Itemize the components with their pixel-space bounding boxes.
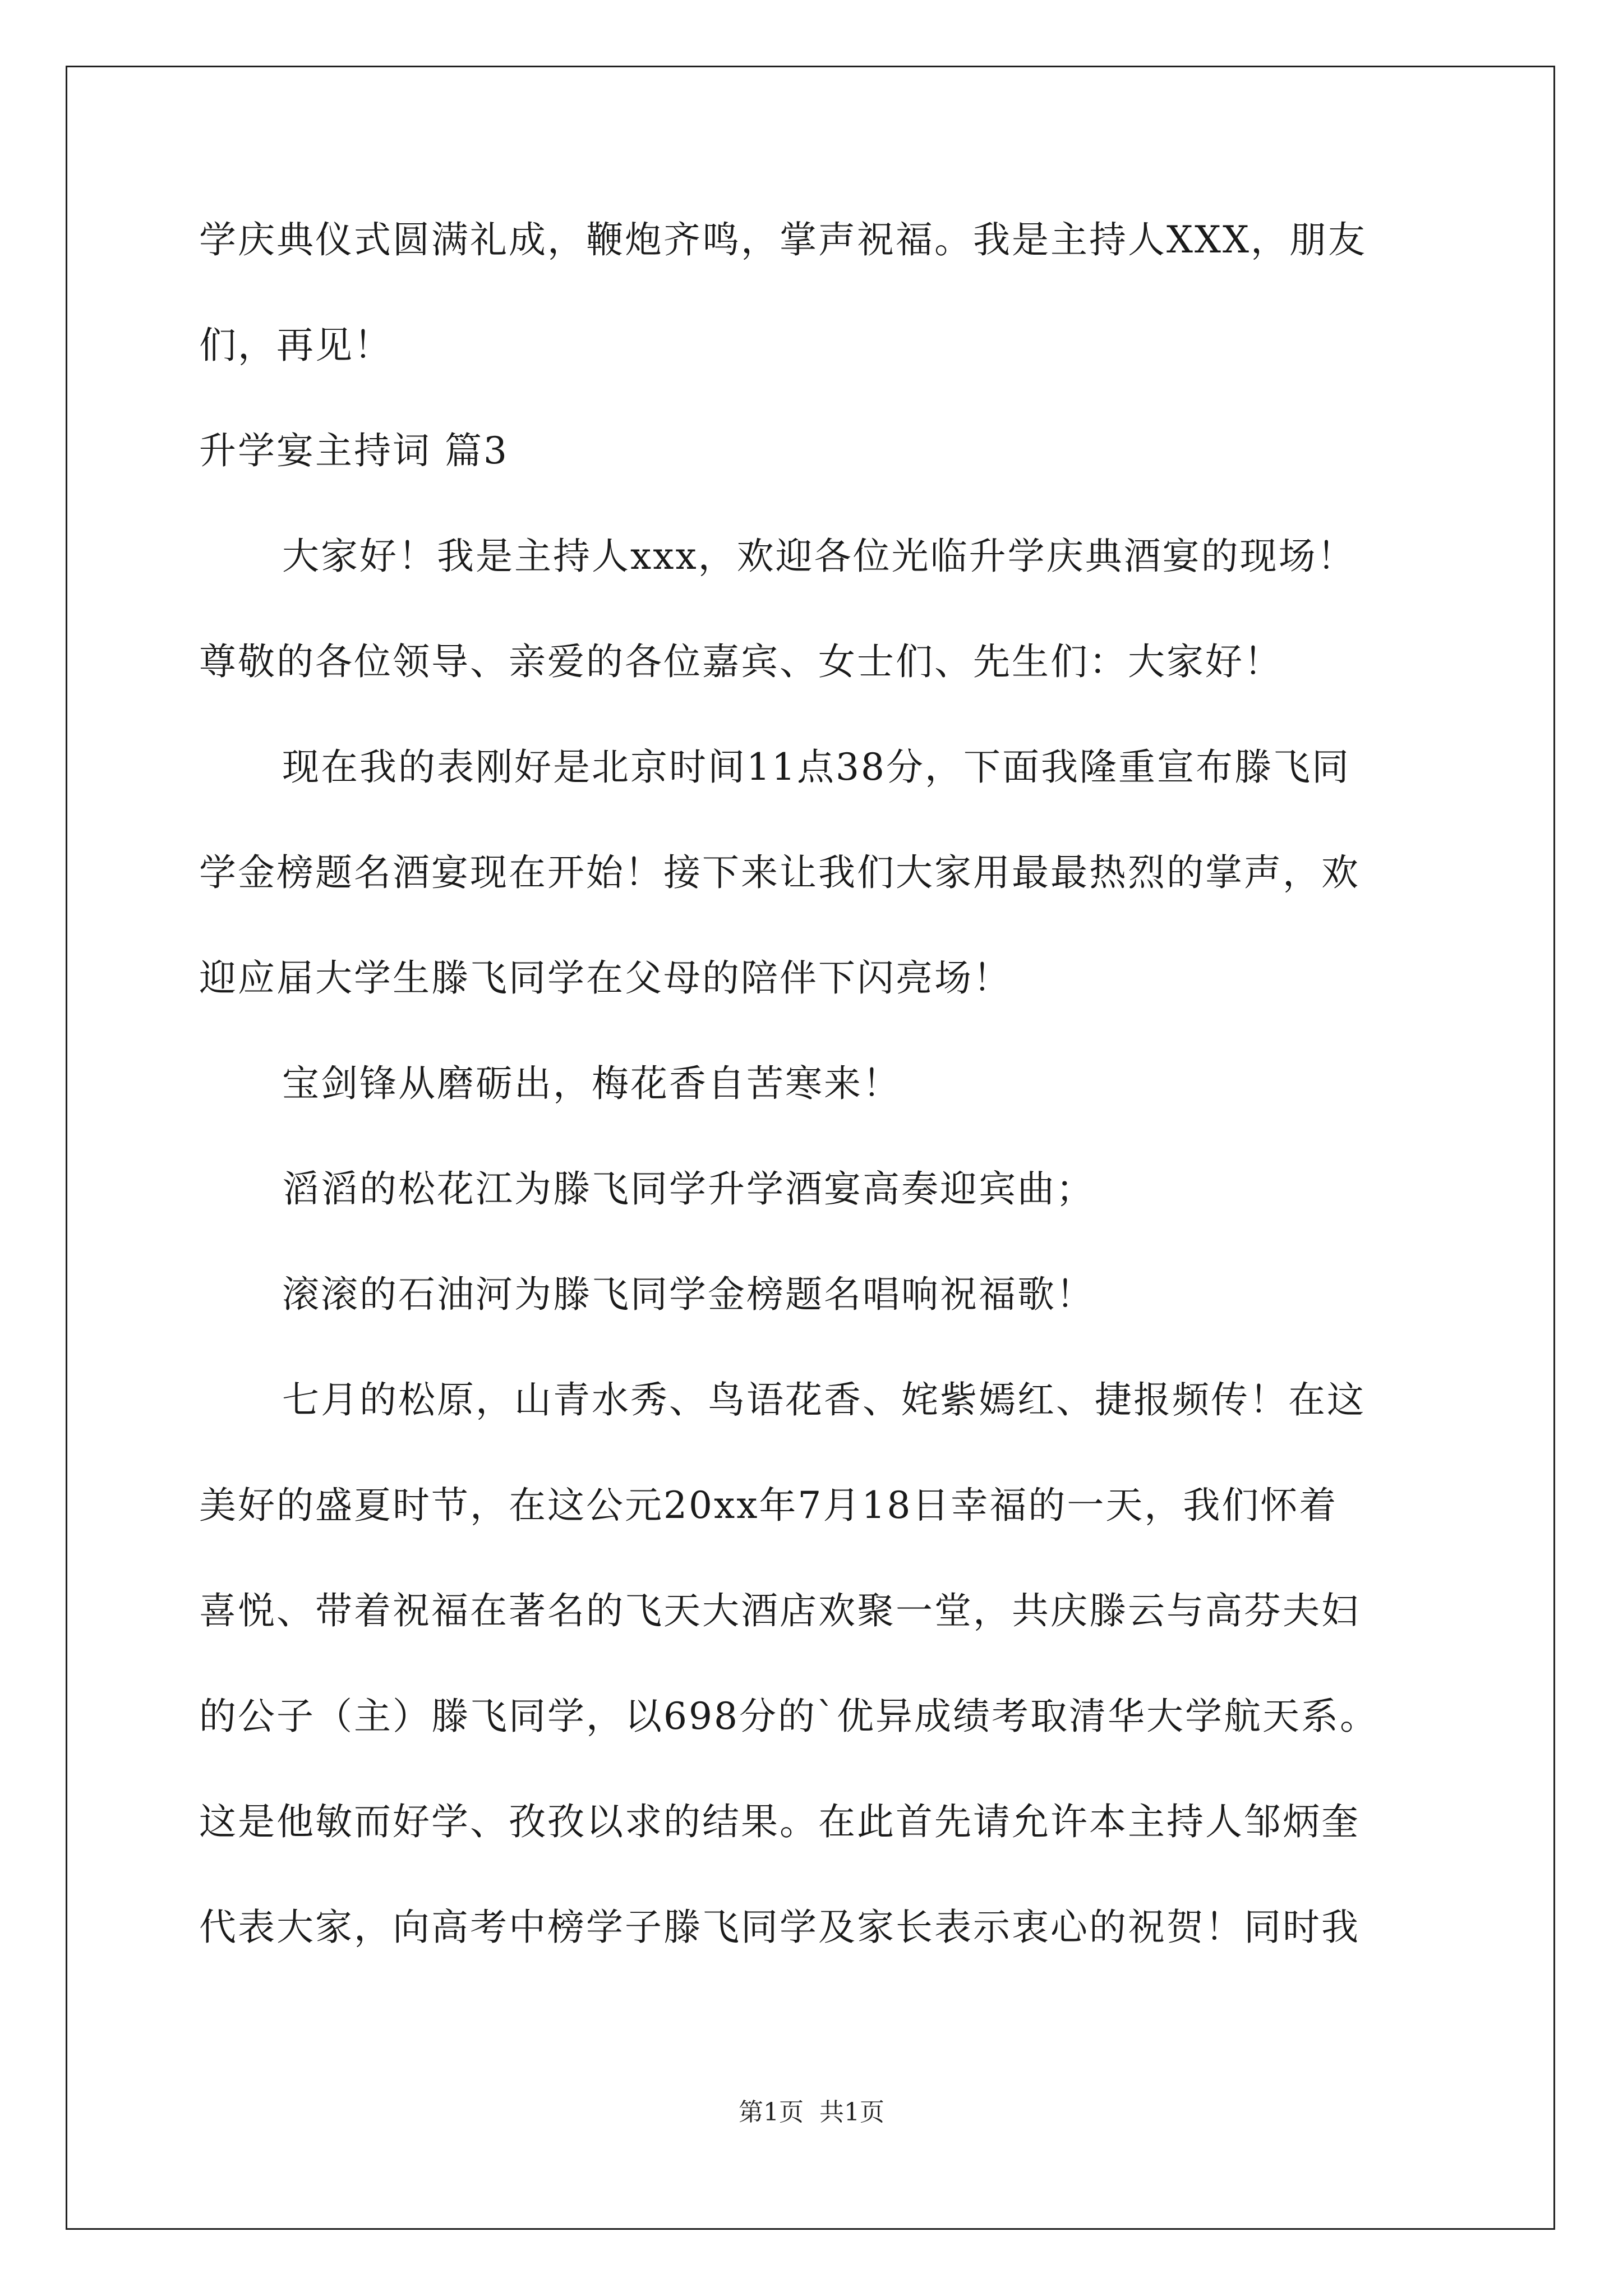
text-line-10: 滔滔的松花江为滕飞同学升学酒宴高奏迎宾曲； <box>282 1167 1095 1211</box>
text-line-17: 代表大家，向高考中榜学子滕飞同学及家长表示衷心的祝贺！同时我 <box>199 1906 1360 1949</box>
text-line-11: 滚滚的石油河为滕飞同学金榜题名唱响祝福歌！ <box>282 1273 1095 1316</box>
text-line-4: 大家好！我是主持人xxx，欢迎各位光临升学庆典酒宴的现场！ <box>282 535 1356 578</box>
text-line-6: 现在我的表刚好是北京时间11点38分，下面我隆重宣布滕飞同 <box>282 746 1350 789</box>
text-line-8: 迎应届大学生滕飞同学在父母的陪伴下闪亮场！ <box>199 956 1012 1000</box>
text-line-14: 喜悦、带着祝福在著名的飞天大酒店欢聚一堂，共庆滕云与高芬夫妇 <box>199 1589 1360 1632</box>
text-line-12: 七月的松原，山青水秀、鸟语花香、姹紫嫣红、捷报频传！在这 <box>282 1378 1366 1421</box>
section-heading: 升学宴主持词 篇3 <box>199 429 509 472</box>
text-line-2: 们，再见！ <box>199 324 393 367</box>
document-body <box>199 213 1433 1954</box>
text-line-5: 尊敬的各位领导、亲爱的各位嘉宾、女士们、先生们：大家好！ <box>199 640 1283 683</box>
text-line-9: 宝剑锋从磨砺出，梅花香自苦寒来！ <box>282 1062 901 1105</box>
text-line-15: 的公子（主）滕飞同学，以698分的`优异成绩考取清华大学航天系。 <box>199 1695 1378 1738</box>
page-footer <box>0 2096 1623 2129</box>
text-line-7: 学金榜题名酒宴现在开始！接下来让我们大家用最最热烈的掌声，欢 <box>199 851 1360 894</box>
page-total: 共1页 <box>819 2098 884 2127</box>
text-line-1: 学庆典仪式圆满礼成，鞭炮齐鸣，掌声祝福。我是主持人XXX，朋友 <box>199 218 1367 261</box>
text-line-13: 美好的盛夏时节，在这公元20xx年7月18日幸福的一天，我们怀着 <box>199 1484 1338 1527</box>
page-number: 第1页 <box>739 2098 804 2127</box>
text-line-16: 这是他敏而好学、孜孜以求的结果。在此首先请允许本主持人邹炳奎 <box>199 1800 1360 1843</box>
